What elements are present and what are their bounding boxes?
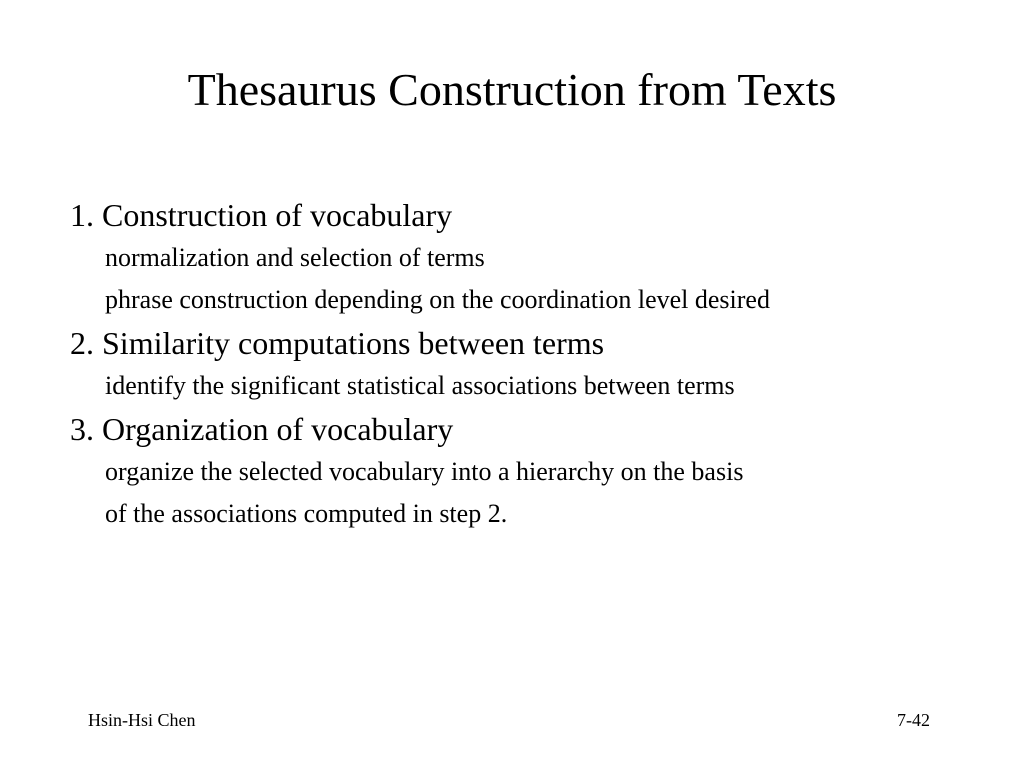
item-heading: 3. Organization of vocabulary — [70, 411, 454, 447]
item-detail-line: identify the significant statistical associations between terms — [105, 371, 735, 400]
list-item-1 — [70, 193, 1010, 321]
slide-title: Thesaurus Construction from Texts — [187, 64, 837, 115]
list-item-3 — [70, 407, 1010, 535]
item-detail-line: organize the selected vocabulary into a hierarchy on the basis — [105, 457, 744, 486]
list-item-2 — [70, 321, 1010, 407]
item-detail-line: of the associations computed in step 2. — [105, 499, 508, 528]
item-heading: 1. Construction of vocabulary — [70, 197, 453, 233]
item-heading: 2. Similarity computations between terms — [70, 325, 605, 361]
item-detail-line: normalization and selection of terms — [105, 243, 485, 272]
slide-content — [70, 193, 1010, 535]
footer-author: Hsin-Hsi Chen — [88, 710, 196, 730]
page-number: 7-42 — [897, 710, 930, 730]
item-detail-line: phrase construction depending on the coordination level desired — [105, 285, 770, 314]
